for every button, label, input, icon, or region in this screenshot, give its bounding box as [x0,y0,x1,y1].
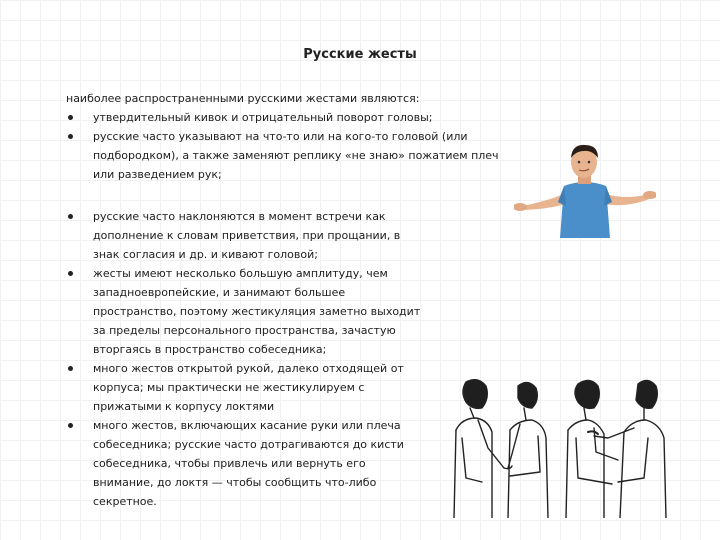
bullet-line: западноевропейские, и занимают большее [93,286,346,299]
bullet-line: пространство, поэтому жестикуляция заметно выходит [93,305,421,318]
pair-two [566,380,666,518]
bullet-dot-icon [68,134,73,139]
bullet-line: корпуса; мы практически не жестикулируем с [93,381,365,394]
bullet-item [66,416,426,511]
bullet-dot-icon [68,423,73,428]
bullet-line: внимание, до локтя — чтобы сообщить что-либо [93,476,377,489]
hand-touching-drawing [448,378,670,518]
bullet-line: знак согласия и др. и кивают головой; [93,248,318,261]
bullet-line: дополнение к словам приветствия, при прощании, в [93,229,401,242]
slide-title: Русские жесты [303,47,417,62]
man-shrugging-image [514,142,656,238]
shirt [560,182,610,238]
bullet-line: вторгаясь в пространство собеседника; [93,343,327,356]
bullet-item [66,207,426,264]
bullet-line: подбородком), а также заменяют реплику «не знаю» пожатием плеч [93,149,499,162]
bullet-line: секретное. [93,495,157,508]
bullet-line: много жестов, включающих касание руки или плеча [93,419,401,432]
pair-one [454,380,548,518]
bullet-line: русские часто указывают на что-то или на кого-то головой (или [93,130,468,143]
bullet-line: русские часто наклоняются в момент встречи как [93,210,386,223]
bullet-item [66,359,426,416]
bullet-dot-icon [68,115,73,120]
bullet-line: много жестов открытой рукой, далеко отходящей от [93,362,404,375]
bullet-item [66,264,426,359]
bullet-dot-icon [68,271,73,276]
bullet-line: жесты имеют несколько большую амплитуду, чем [93,267,388,280]
bullet-item [66,127,536,184]
bullet-line: собеседника, чтобы привлечь или вернуть его [93,457,366,470]
bullet-dot-icon [68,214,73,219]
bullet-line: прижатыми к корпусу локтями [93,400,275,413]
bullet-item [66,108,536,127]
bullet-list-top [66,108,536,184]
intro-text: наиболее распространенными русскими жестами являются: [66,92,420,105]
bullet-list-bottom [66,207,426,511]
bullet-dot-icon [68,366,73,371]
bullet-line: утвердительный кивок и отрицательный поворот головы; [93,111,433,124]
bullet-line: собеседника; русские часто дотрагиваются до кисти [93,438,404,451]
bullet-line: или разведением рук; [93,168,222,181]
bullet-line: за пределы персонального пространства, зачастую [93,324,396,337]
